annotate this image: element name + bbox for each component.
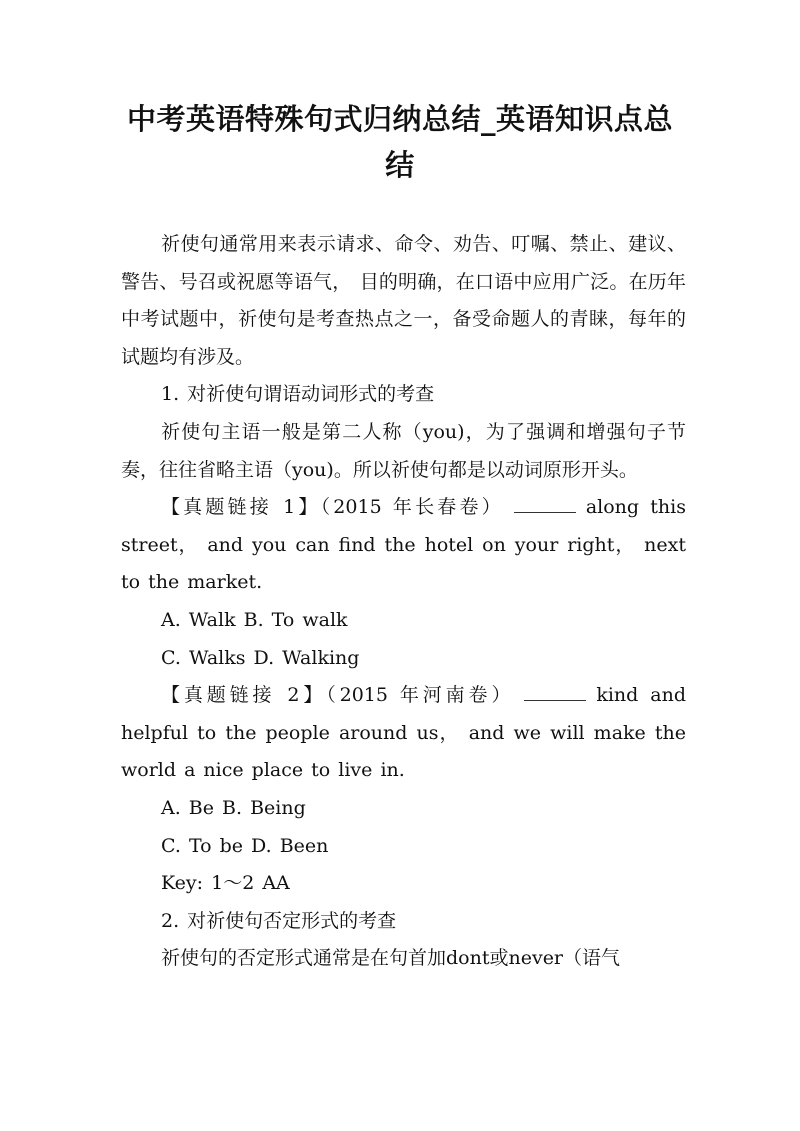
section-1-paragraph: 祈使句主语一般是第二人称（you)，为了强调和增强句子节奏，往往省略主语（you)。所以祈使句都是以动词原形开头。 bbox=[121, 420, 686, 481]
section-2-paragraph: 祈使句的否定形式通常是在句首加dont或never（语气 bbox=[161, 947, 621, 970]
title-line-2: 结 bbox=[385, 148, 415, 182]
question-1-source: 【真题链接 1】（2015 年长春卷） bbox=[161, 496, 504, 519]
title-line-1: 中考英语特殊句式归纳总结_英语知识点总 bbox=[126, 102, 673, 136]
answer-blank bbox=[514, 498, 576, 513]
question-1 bbox=[121, 489, 686, 602]
question-2-source: 【真题链接 2】（2015 年河南卷） bbox=[161, 684, 515, 707]
document-body bbox=[121, 226, 686, 978]
question-2-options-cd: C. To be D. Been bbox=[161, 834, 329, 857]
question-1-options-ab: A. Walk B. To walk bbox=[161, 608, 348, 631]
section-heading-1: 1. 对祈使句谓语动词形式的考查 bbox=[161, 383, 435, 406]
question-2 bbox=[121, 677, 686, 790]
question-1-options-cd: C. Walks D. Walking bbox=[161, 646, 360, 669]
document-title bbox=[110, 96, 690, 188]
section-heading-2: 2. 对祈使句否定形式的考查 bbox=[161, 909, 397, 932]
question-2-options-ab: A. Be B. Being bbox=[161, 796, 306, 819]
answer-key: Key: 1～2 AA bbox=[161, 872, 290, 895]
intro-paragraph: 祈使句通常用来表示请求、命令、劝告、叮嘱、禁止、建议、警告、号召或祝愿等语气， 目的明确，在口语中应用广泛。在历年中考试题中，祈使句是考查热点之一，备受命题人的青睐，每年的试题均有涉及。 bbox=[121, 233, 686, 368]
answer-blank bbox=[524, 686, 586, 701]
question-2-text: kind and helpful to the people around us， and we will make the world a nice place to live in. bbox=[121, 684, 686, 782]
question-1-text: along this street， and you can find the hotel on your right， next to the market. bbox=[121, 496, 686, 594]
